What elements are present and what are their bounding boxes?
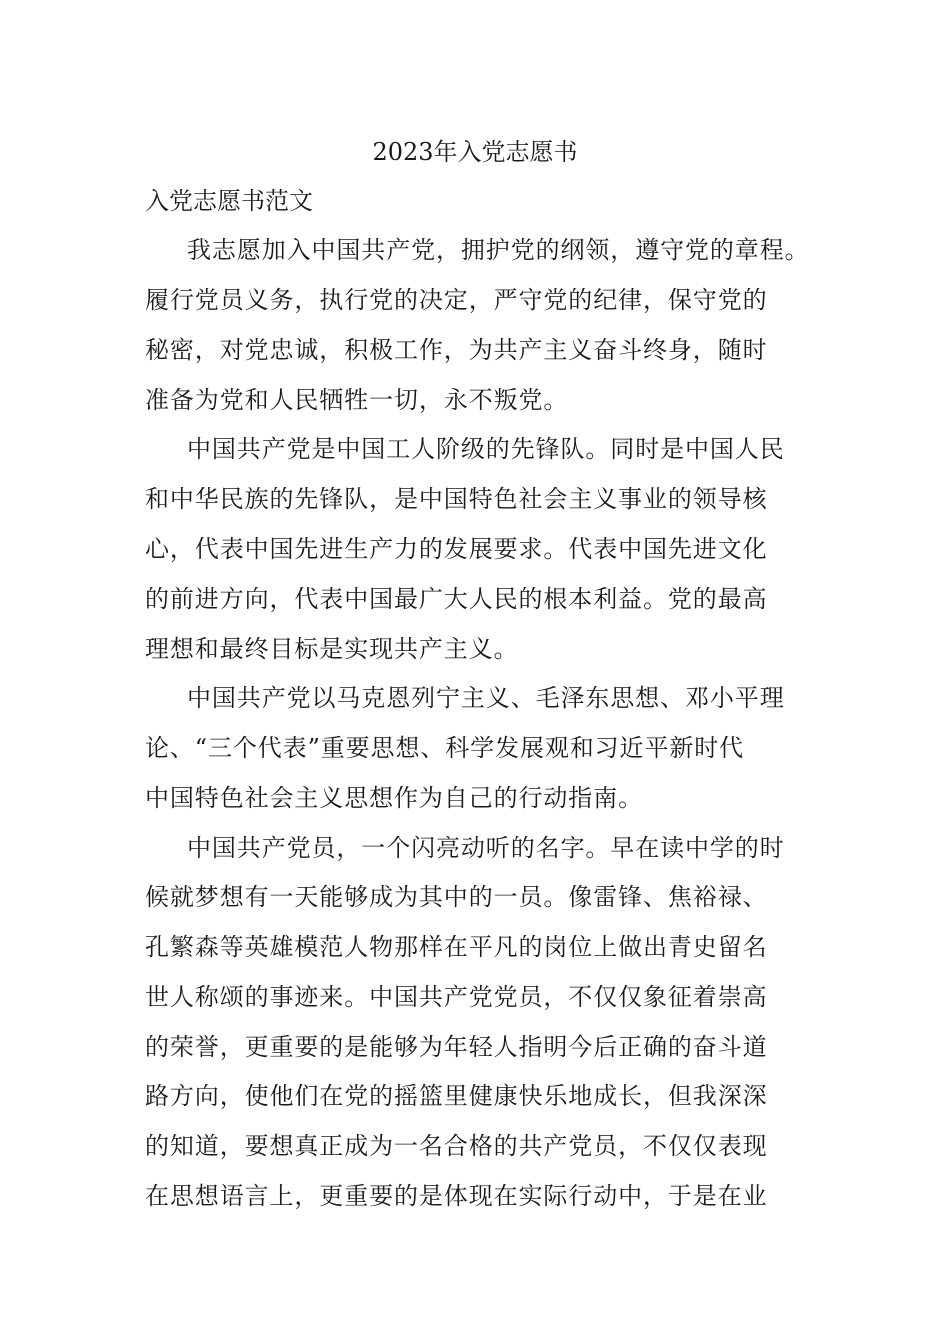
paragraph-2-line-3: 心，代表中国先进生产力的发展要求。代表中国先进文化 xyxy=(145,535,768,563)
paragraph-4-line-4: 世人称颂的事迹来。中国共产党党员，不仅仅象征着崇高 xyxy=(145,983,768,1011)
paragraph-4-line-8: 在思想语言上，更重要的是体现在实际行动中，于是在业 xyxy=(145,1182,768,1210)
paragraph-4-line-5: 的荣誉，更重要的是能够为年轻人指明今后正确的奋斗道 xyxy=(145,1033,768,1061)
paragraph-1-line-3: 秘密，对党忠诚，积极工作，为共产主义奋斗终身，随时 xyxy=(145,336,768,364)
paragraph-1-line-4: 准备为党和人民牺牲一切，永不叛党。 xyxy=(145,386,569,414)
paragraph-4-line-6: 路方向，使他们在党的摇篮里健康快乐地成长，但我深深 xyxy=(145,1082,768,1110)
paragraph-3-line-2: 论、“三个代表”重要思想、科学发展观和习近平新时代 xyxy=(145,734,745,762)
document-subtitle: 入党志愿书范文 xyxy=(145,187,313,215)
paragraph-1-line-1: 我志愿加入中国共产党，拥护党的纲领，遵守党的章程。 xyxy=(187,236,810,264)
paragraph-4-line-7: 的知道，要想真正成为一名合格的共产党员，不仅仅表现 xyxy=(145,1132,768,1160)
paragraph-2-line-1: 中国共产党是中国工人阶级的先锋队。同时是中国人民 xyxy=(187,435,785,463)
paragraph-2-line-5: 理想和最终目标是实现共产主义。 xyxy=(145,635,519,663)
paragraph-2-line-2: 和中华民族的先锋队，是中国特色社会主义事业的领导核 xyxy=(145,485,768,513)
paragraph-3-line-3: 中国特色社会主义思想作为自己的行动指南。 xyxy=(145,784,643,812)
paragraph-1-line-2: 履行党员义务，执行党的决定，严守党的纪律，保守党的 xyxy=(145,286,768,314)
paragraph-4-line-2: 候就梦想有一天能够成为其中的一员。像雷锋、焦裕禄、 xyxy=(145,883,768,911)
paragraph-3-line-1: 中国共产党以马克恩列宁主义、毛泽东思想、邓小平理 xyxy=(187,684,785,712)
document-title: 2023年入党志愿书 xyxy=(372,138,578,166)
paragraph-4-line-1: 中国共产党员，一个闪亮动听的名字。早在读中学的时 xyxy=(187,834,785,862)
paragraph-4-line-3: 孔繁森等英雄模范人物那样在平凡的岗位上做出青史留名 xyxy=(145,933,768,961)
paragraph-2-line-4: 的前进方向，代表中国最广大人民的根本利益。党的最高 xyxy=(145,585,768,613)
